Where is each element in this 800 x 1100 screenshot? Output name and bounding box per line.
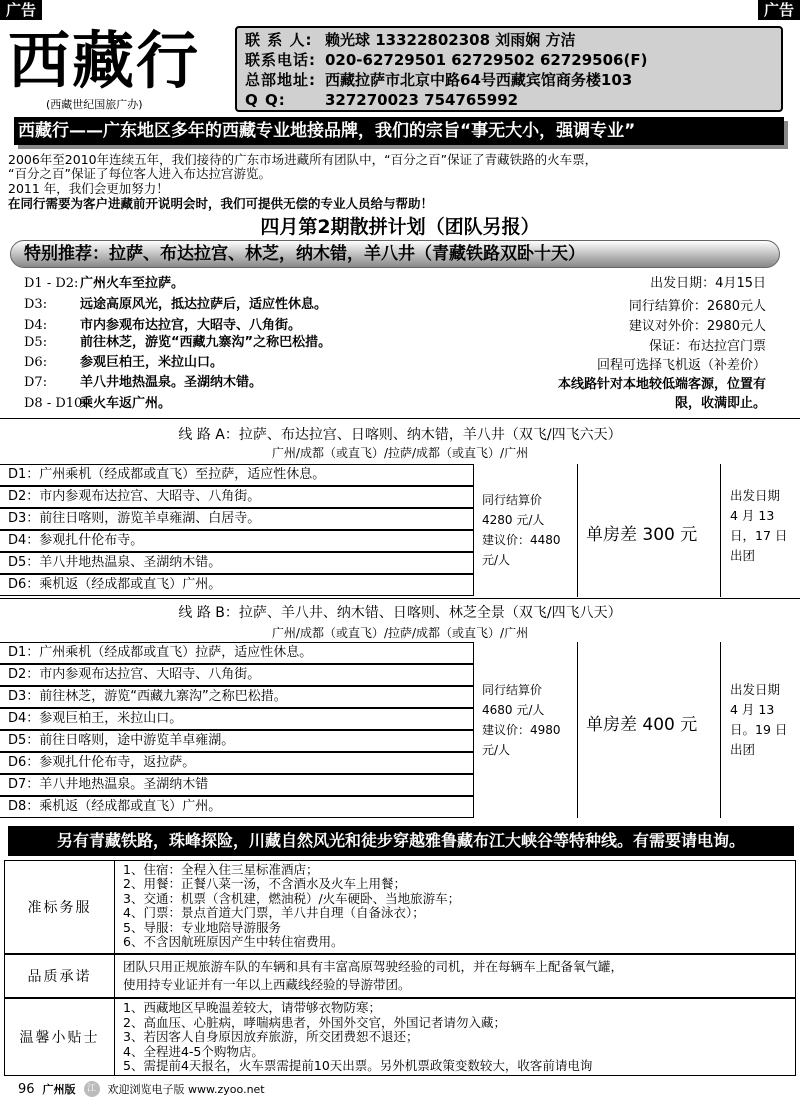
intro-line: 2006年至2010年连续五年，我们接待的广东市场进藏所有团队中，“百分之百”保证了青藏铁路的火车票， — [8, 152, 598, 167]
service-standard-body: 1、住宿：全程入住三星标准酒店； 2、用餐：正餐八菜一汤，不含酒水及火车上用餐； 3、交通：机票（含机建，燃油税）/火车硬卧、当地旅游车； 4、门票：景点首道大门票，羊八井自理（自备泳衣）； 5、导服：专业地陪导游服务 6、不含因航班原因产生中转住宿费用。 — [123, 862, 461, 950]
route-a-day: D3：前往日喀则，游览羊卓雍湖、白居寺。 — [0, 508, 474, 530]
edition-label: 广州版 — [42, 1083, 76, 1096]
route-b-depart: 出发日期 4 月 13 日。19 日 出团 — [730, 682, 788, 757]
plan-title: 四月第2期散拼计划（团队另报） — [260, 216, 540, 238]
route-a-subtitle: 广州/成都（或直飞）/拉萨/成都（或直飞）/广州 — [271, 446, 529, 460]
route-a-day: D4：参观扎什伦布寺。 — [0, 530, 474, 552]
route-a-day: D6：乘机返（经成都或直飞）广州。 — [0, 574, 474, 596]
service-standard-label: 准标务服 — [5, 861, 115, 953]
route-a-depart: 出发日期 4 月 13 日，17 日 出团 — [730, 488, 788, 563]
route-b-day: D1：广州乘机（经成都或直飞）拉萨，适应性休息。 — [0, 642, 474, 664]
special-day: D6: 参观巨柏王，米拉山口。 — [24, 355, 224, 370]
recommend-text: 特别推荐：拉萨、布达拉宫、林芝，纳木错，羊八井（青藏铁路双卧十天） — [24, 244, 585, 264]
contact-person: 联 系 人: 赖光球 13322802308 刘雨娴 方洁 — [245, 31, 576, 49]
route-a-price: 同行结算价 4280 元/人 建议价：4480 元/人 — [482, 493, 561, 567]
service-quality-row — [4, 954, 796, 998]
page-number: 96 — [18, 1081, 35, 1097]
special-day: D3: 远途高原风光，抵达拉萨后，适应性休息。 — [24, 297, 328, 312]
intro-line: 在同行需要为客户进藏前开说明会时，我们可提供无偿的专业人员给与帮助！ — [8, 196, 434, 211]
service-quality-body: 团队只用正规旅游车队的车辆和具有丰富高原驾驶经验的司机，并在每辆车上配备氧气罐， 使用持专业证并有一年以上西藏线经验的导游带团。 — [123, 959, 624, 992]
route-b-day: D6：参观扎什伦布寺，返拉萨。 — [0, 752, 474, 774]
slogan-banner: 西藏行——广东地区多年的西藏专业地接品牌，我们的宗旨“事无大小，强调专业” — [14, 117, 784, 145]
route-b-price: 同行结算价 4680 元/人 建议价：4980 元/人 — [482, 683, 561, 757]
logo-subtitle: (西藏世纪国旅广办) — [46, 98, 143, 111]
divider — [720, 464, 721, 597]
note-line: 本线路针对本地较低端客源，位置有 — [557, 377, 766, 392]
depart-date: 出发日期：4月15日 — [650, 276, 766, 291]
route-b-day: D7：羊八井地热温泉。圣湖纳木错 — [0, 774, 474, 796]
route-b-day: D3：前往林芝，游览“西藏九寨沟”之称巴松措。 — [0, 686, 474, 708]
contact-address: 总部地址: 西藏拉萨市北京中路64号西藏宾馆商务楼103 — [245, 71, 633, 89]
route-b-day: D5：前往日喀则，途中游览羊卓雍湖。 — [0, 730, 474, 752]
footer — [18, 1081, 265, 1097]
special-day: D1 - D2: 广州火车至拉萨。 — [24, 276, 185, 291]
footer-website[interactable]: 欢迎浏览电子版 www.zyoo.net — [107, 1083, 265, 1096]
special-day: D8 - D10:乘火车返广州。 — [24, 396, 172, 411]
route-b-title: 线 路 B：拉萨、羊八井、纳木错、日喀则、林芝全景（双飞/四飞八天） — [178, 605, 622, 621]
contact-qq: Q Q: 327270023 754765992 — [245, 91, 519, 109]
service-tips-row — [4, 998, 796, 1076]
special-day: D4: 市内参观布达拉宫，大昭寺、八角街。 — [24, 318, 302, 333]
divider — [577, 464, 578, 597]
divider — [720, 642, 721, 818]
special-routes-banner: 另有青藏铁路，珠峰探险，川藏自然风光和徒步穿越雅鲁藏布江大峡谷等特种线。有需要请电询。 — [8, 826, 794, 856]
contact-box — [235, 26, 783, 112]
route-a-day: D2：市内参观布达拉宫、大昭寺、八角街。 — [0, 486, 474, 508]
service-tips-label: 温馨小贴士 — [5, 999, 115, 1075]
route-b-single-supplement: 单房差 400 元 — [586, 715, 698, 735]
route-b-day: D4：参观巨柏王，米拉山口。 — [0, 708, 474, 730]
return-option: 回程可选择飞机返（补差价） — [596, 358, 766, 373]
special-day: D5: 前往林芝，游览“西藏九寨沟”之称巴松措。 — [24, 335, 332, 350]
route-a-title: 线 路 A：拉萨、布达拉宫、日喀则、纳木错，羊八井（双飞/四飞六天） — [178, 427, 622, 443]
suggest-price: 建议对外价：2980元人 — [628, 319, 766, 334]
ad-tag-left: 广告 — [0, 0, 42, 20]
intro-line: “百分之百”保证了每位客人进入布达拉宫游览。 — [8, 166, 271, 181]
guarantee: 保证：布达拉宫门票 — [648, 339, 766, 354]
note-line: 限，收满即止。 — [674, 396, 766, 411]
route-a-day: D5：羊八井地热温泉、圣湖纳木错。 — [0, 552, 474, 574]
route-b-day: D2：市内参观布达拉宫、大昭寺、八角街。 — [0, 664, 474, 686]
ad-tag-right: 广告 — [758, 0, 800, 20]
route-a-single-supplement: 单房差 300 元 — [586, 525, 698, 545]
route-a-day: D1：广州乘机（经成都或直飞）至拉萨，适应性休息。 — [0, 464, 474, 486]
route-b-day: D8：乘机返（经成都或直飞）广州。 — [0, 796, 474, 818]
contact-phone: 联系电话: 020-62729501 62729502 62729506(F) — [245, 51, 648, 69]
site-logo-icon: 江 — [84, 1081, 100, 1097]
logo: 西藏行 — [8, 24, 201, 97]
service-quality-label: 品质承诺 — [5, 955, 115, 997]
route-b-subtitle: 广州/成都（或直飞）/拉萨/成都（或直飞）/广州 — [271, 626, 529, 640]
peer-price: 同行结算价：2680元人 — [628, 299, 766, 314]
intro-line: 2011 年，我们会更加努力！ — [8, 181, 169, 196]
service-tips-body: 1、西藏地区早晚温差较大，请带够衣物防寒； 2、高血压、心脏病，哮喘病患者，外国外交官，外国记者请勿入藏； 3、若因客人自身原因放弃旅游，所交团费恕不退还； 4、全程进4-5个购物店。 5、需提前4天报名，火车票需提前10天出票。另外机票政策变数较大，收客前请电询 — [123, 1000, 593, 1074]
divider — [577, 642, 578, 818]
special-day: D7: 羊八井地热温泉。圣湖纳木错。 — [24, 375, 263, 390]
service-standard-row — [4, 860, 796, 954]
